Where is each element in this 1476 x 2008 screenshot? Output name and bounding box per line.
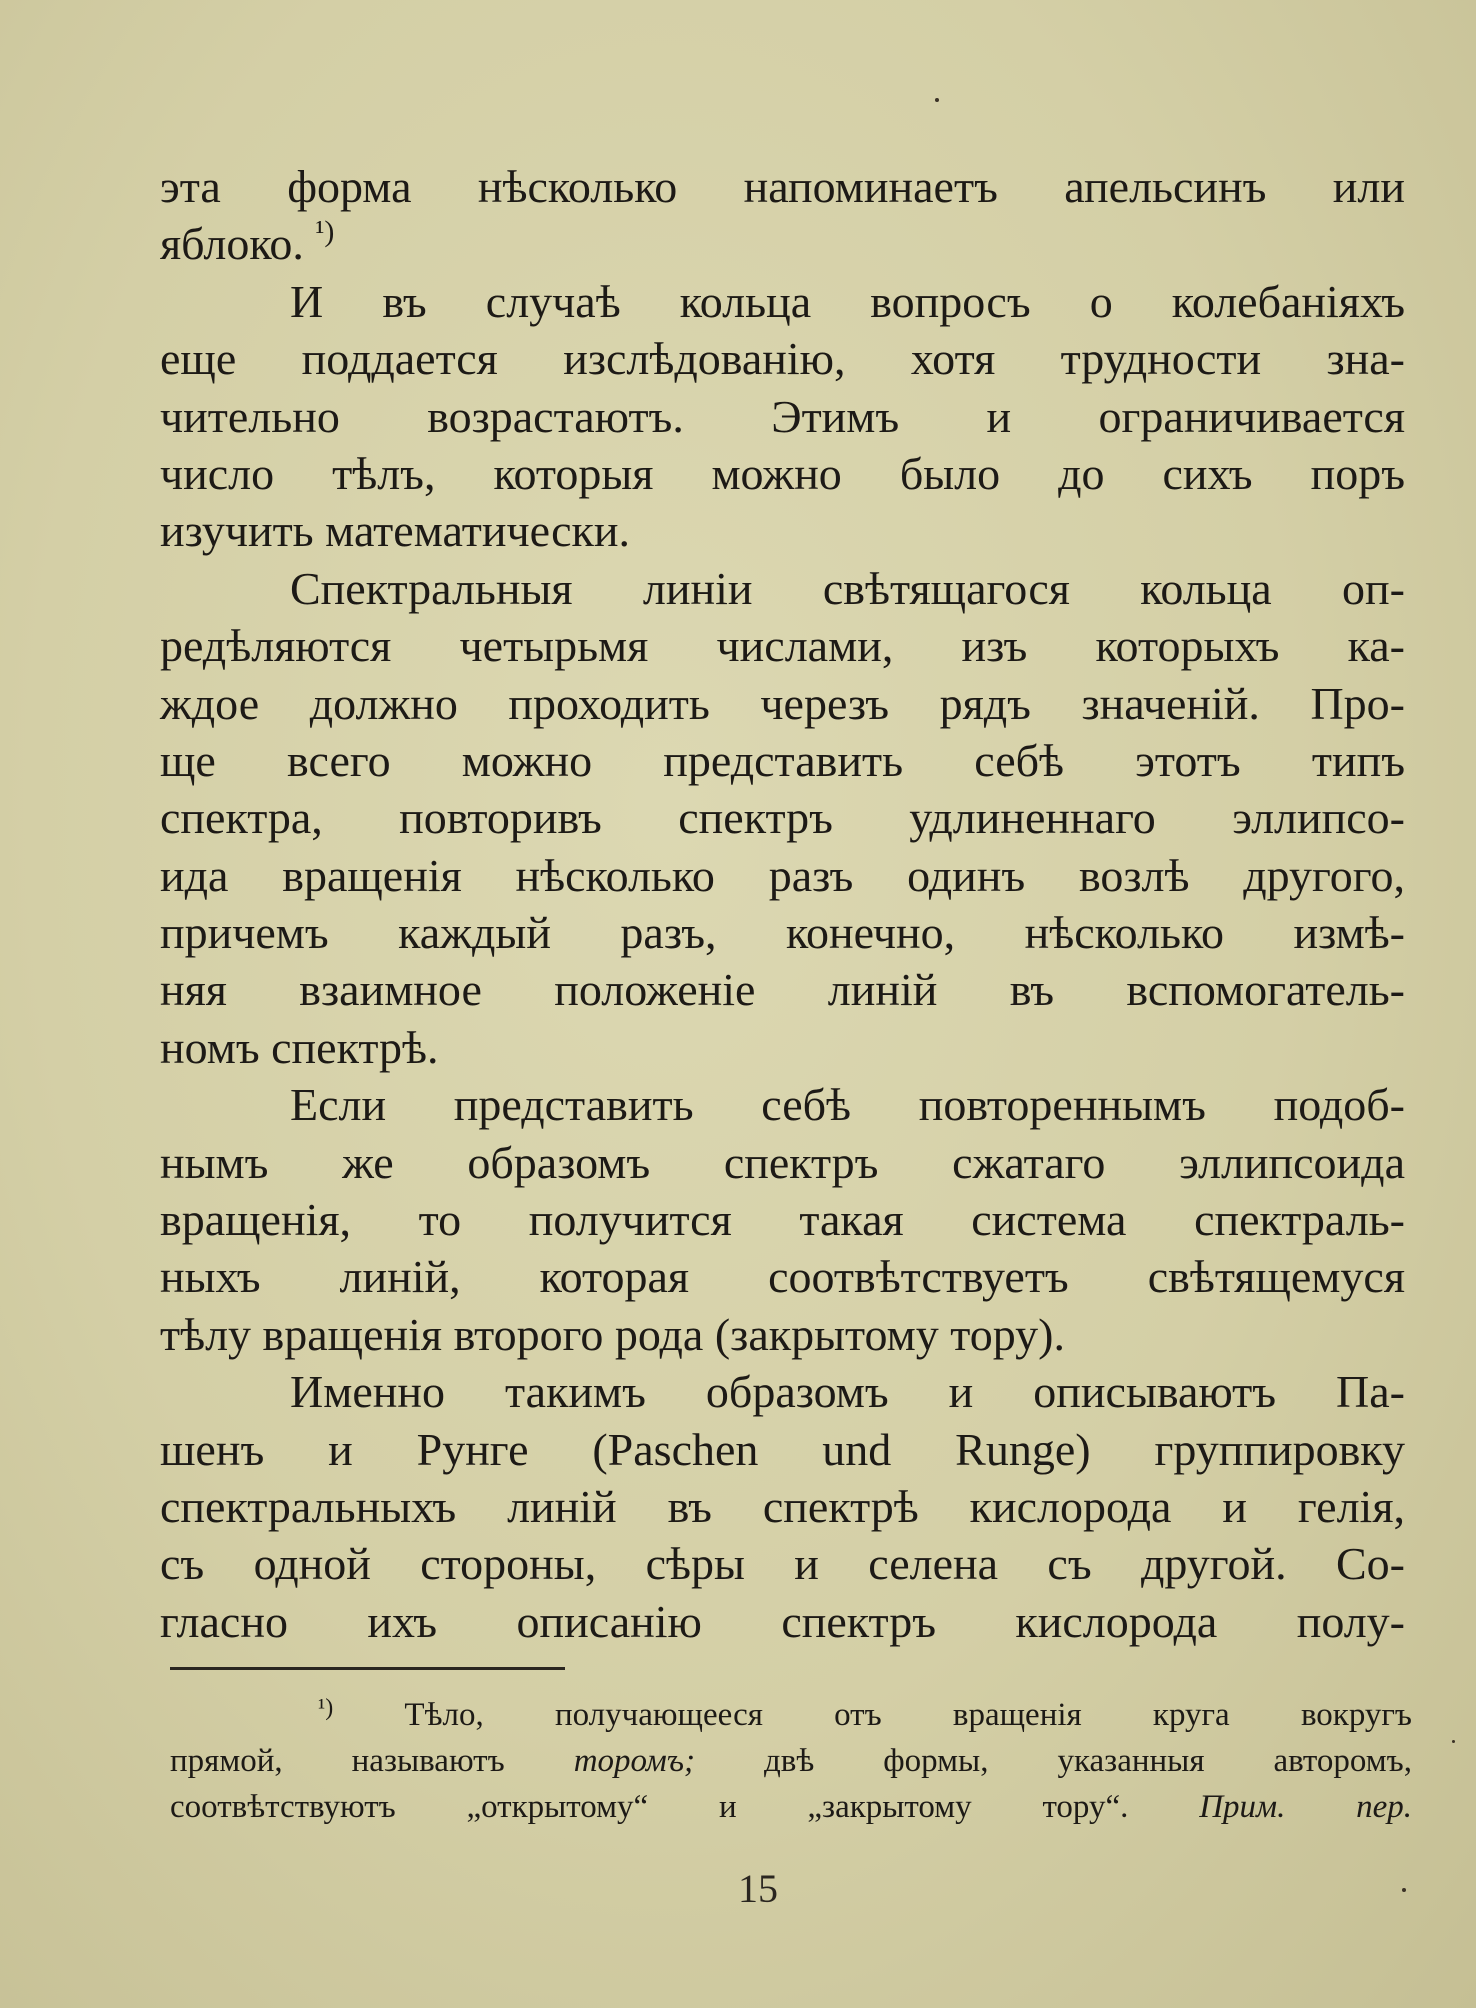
paragraph-start: Именно такимъ образомъ и описываютъ Па- — [290, 1366, 1405, 1418]
text-line: съ одной стороны, сѣры и селена съ другой. Со- — [160, 1538, 1405, 1590]
text-line: спектральныхъ линій въ спектрѣ кислорода и гелія, — [160, 1480, 1405, 1532]
paragraph-start: И въ случаѣ кольца вопросъ о колебаніяхъ — [290, 275, 1405, 327]
text-line: чительно возрастаютъ. Этимъ и ограничивается — [160, 390, 1405, 442]
text-line: вращенія, то получится такая система спектраль- — [160, 1194, 1405, 1246]
text-line: номъ спектрѣ. — [160, 1021, 439, 1073]
footnote-reference: ¹) — [315, 215, 335, 249]
footnote-italic-term: торомъ; — [573, 1743, 695, 1779]
text-line: шенъ и Рунге (Paschen und Runge) группировку — [160, 1423, 1405, 1475]
paper-speck — [1402, 1888, 1406, 1892]
text-line: яблоко. $^{^1)}$ — [160, 215, 335, 270]
paragraph-start: Если представить себѣ повтореннымъ подоб- — [290, 1079, 1405, 1131]
text-line: ще всего можно представить себѣ этотъ типъ — [160, 734, 1405, 786]
text-line: изучить математически. — [160, 505, 631, 557]
main-text — [160, 158, 1405, 1650]
translator-note: Прим. пер. — [1199, 1789, 1413, 1825]
paragraph-start: Спектральныя линіи свѣтящагося кольца оп- — [290, 562, 1405, 614]
text-line: спектра, повторивъ спектръ удлиненнаго эллипсо- — [160, 792, 1405, 844]
text-line: гласно ихъ описанію спектръ кислорода полу- — [160, 1595, 1405, 1647]
text-line: ида вращенія нѣсколько разъ одинъ возлѣ другого, — [160, 849, 1405, 901]
footnote — [170, 1692, 1412, 1830]
footnote-line: $^{^1)}$ Тѣло, получающееся отъ вращенія круга вокругъ — [318, 1695, 1412, 1733]
text-line: нымъ же образомъ спектръ сжатаго эллипсоида — [160, 1136, 1405, 1188]
text-line: причемъ каждый разъ, конечно, нѣсколько измѣ- — [160, 907, 1405, 959]
page-number: 15 — [738, 1866, 778, 1911]
footnote-line: прямой, называютъ торомъ; двѣ формы, указанныя авторомъ, — [170, 1743, 1412, 1779]
footnote-line: соотвѣтствуютъ „открытому“ и „закрытому тору“. Прим. пер. — [170, 1789, 1413, 1825]
paper-speck — [1452, 1740, 1455, 1743]
text-line: ныхъ линій, которая соотвѣтствуетъ свѣтящемуся — [160, 1251, 1405, 1303]
text-line: редѣляются четырьмя числами, изъ которыхъ ка- — [160, 620, 1405, 672]
text-line: няя взаимное положеніе линій въ вспомогатель- — [160, 964, 1405, 1016]
text-line: эта форма нѣсколько напоминаетъ апельсинъ или — [160, 161, 1405, 212]
text-line: тѣлу вращенія второго рода (закрытому тору). — [160, 1308, 1065, 1360]
footnote-marker: ¹) — [318, 1695, 334, 1721]
footnote-divider — [170, 1667, 565, 1670]
text-line: число тѣлъ, которыя можно было до сихъ поръ — [160, 447, 1405, 499]
text-line: еще поддается изслѣдованію, хотя трудности зна- — [160, 333, 1405, 385]
paper-speck — [935, 98, 939, 102]
text-line: ждое должно проходить черезъ рядъ значеній. Про- — [160, 677, 1405, 729]
